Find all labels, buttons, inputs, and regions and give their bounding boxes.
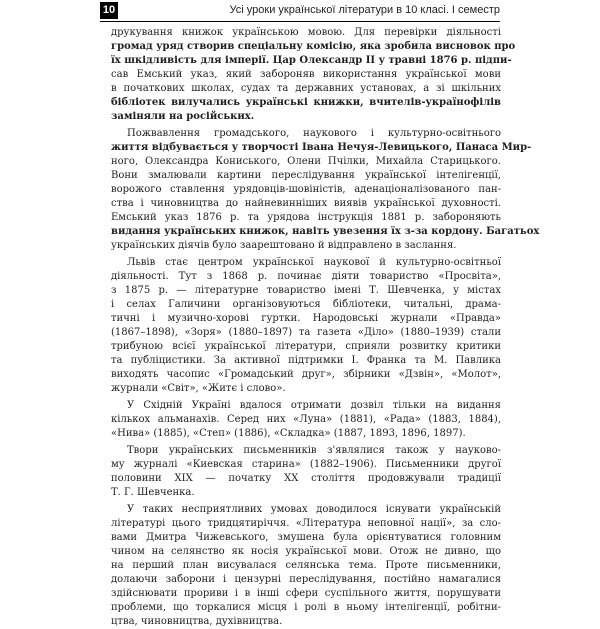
text-line: діяльності. Тут з 1868 р. починає діяти товариство «Просвіта», bbox=[111, 271, 501, 282]
text-line: цтва, чиновництва, духівництва. bbox=[111, 616, 283, 627]
text-line: У Східній Україні вдалося отримати дозвіл тільки на видання bbox=[127, 400, 501, 411]
text-line: «Нива» (1885), «Степ» (1886), «Складка» (1887, 1893, 1896, 1897). bbox=[111, 428, 466, 439]
text-line: виходять часопис «Громадський друг», збірники «Дзвін», «Молот», bbox=[111, 369, 501, 380]
text-line: долаючи заборони і цензурні переслідування, постійно намагалися bbox=[111, 574, 501, 585]
text-line: Емський указ 1876 р. та урядова інструкція 1881 р. забороняють bbox=[111, 212, 501, 223]
text-line: громад уряд створив спеціальну комісію, яка зробила висновок про bbox=[111, 41, 516, 52]
text-line: У таких несприятливих умовах доводилося існувати українській bbox=[127, 504, 501, 515]
page-header bbox=[100, 2, 500, 22]
running-title: Усі уроки української літератури в 10 класі. І семестр bbox=[229, 4, 500, 16]
body-text bbox=[111, 26, 540, 629]
text-line: в початкових школах, судах та державних установах, а зі шкільних bbox=[111, 83, 501, 94]
text-line: му журналі «Киевская старина» (1882–1906). Письменники другої bbox=[111, 459, 501, 470]
text-line: кількох альманахів. Серед них «Луна» (1881), «Рада» (1883, 1884), bbox=[111, 414, 501, 425]
text-line: журнали «Світ», «Житє і слово». bbox=[111, 383, 286, 394]
text-line: життя відбувається у творчості Івана Нечуя-Левицького, Панаса Мир- bbox=[111, 142, 532, 153]
text-line: ства і чиновництва до найневинніших виявів української духовності. bbox=[111, 198, 501, 209]
text-line: з 1875 р. — літературне товариство імені Т. Шевченка, у містах bbox=[111, 285, 501, 296]
text-line: половини XIX — початку XX століття продовжували традиції bbox=[111, 473, 501, 484]
text-line: бібліотек вилучались українські книжки, вчителів-українофілів bbox=[111, 97, 501, 108]
text-line: здійснювати прориви і в інші сфери суспільного життя, порушувати bbox=[111, 588, 501, 599]
text-line: тичні і музично-хорові гуртки. Народовські журнали «Правда» bbox=[111, 313, 501, 324]
text-line: українських діячів було заарештовано й відправлено в заслання. bbox=[111, 240, 457, 251]
text-line: Т. Г. Шевченка. bbox=[111, 487, 195, 498]
header-rule bbox=[100, 21, 500, 22]
text-line: видання українських книжок, навіть увезення їх з-за кордону. Багатьох bbox=[111, 226, 540, 237]
text-line: та публіцистики. За активної підтримки І. Франка та М. Павлика bbox=[111, 355, 501, 366]
text-line: Пожвавлення громадського, наукового і культурно-освітнього bbox=[127, 128, 501, 139]
text-line: сав Емський указ, який забороняв використання української мови bbox=[111, 69, 501, 80]
text-line: трибуною всієї української літератури, сприяли розвитку критики bbox=[111, 341, 501, 352]
text-line: проблеми, що торкалися місця і ролі в ньому інтелігенції, робітни- bbox=[111, 602, 501, 613]
text-line: вами Дмитра Чижевського, змушена була орієнтуватися головним bbox=[111, 532, 501, 543]
text-line: літературі цього тридцятиріччя. «Література неповної нації», за сло- bbox=[111, 518, 501, 529]
text-line: ного, Олександра Кониського, Олени Пчілки, Михайла Старицького. bbox=[111, 156, 501, 167]
text-line: на перший план висувалася селянська тема. Проте письменники, bbox=[111, 560, 501, 571]
text-line: чином на селянство як носія української мови. Отож не дивно, що bbox=[111, 546, 501, 557]
text-line: Львів стає центром української наукової й культурно-освітньої bbox=[127, 257, 501, 268]
text-line: їх шкідливість для імперії. Цар Олександр ІІ у травні 1876 р. підпи- bbox=[111, 55, 512, 66]
text-line: Вони змалювали картини переслідування української інтелігенції, bbox=[111, 170, 501, 181]
text-line: заміняли на російських. bbox=[111, 111, 255, 122]
text-line: Твори українських письменників з'являлися також у науково- bbox=[127, 445, 501, 456]
text-line: і селах Галичини організовуються бібліотеки, читальні, драма- bbox=[111, 299, 501, 310]
page-number: 10 bbox=[100, 2, 118, 19]
text-line: (1867–1898), «Зоря» (1880–1897) та газета «Діло» (1880–1939) стали bbox=[111, 327, 501, 338]
text-line: друкування книжок українською мовою. Для перевірки діяльності bbox=[111, 27, 501, 38]
text-line: ворожого ставлення урядовців-шовіністів, аденаціоналізованого пан- bbox=[111, 184, 501, 195]
